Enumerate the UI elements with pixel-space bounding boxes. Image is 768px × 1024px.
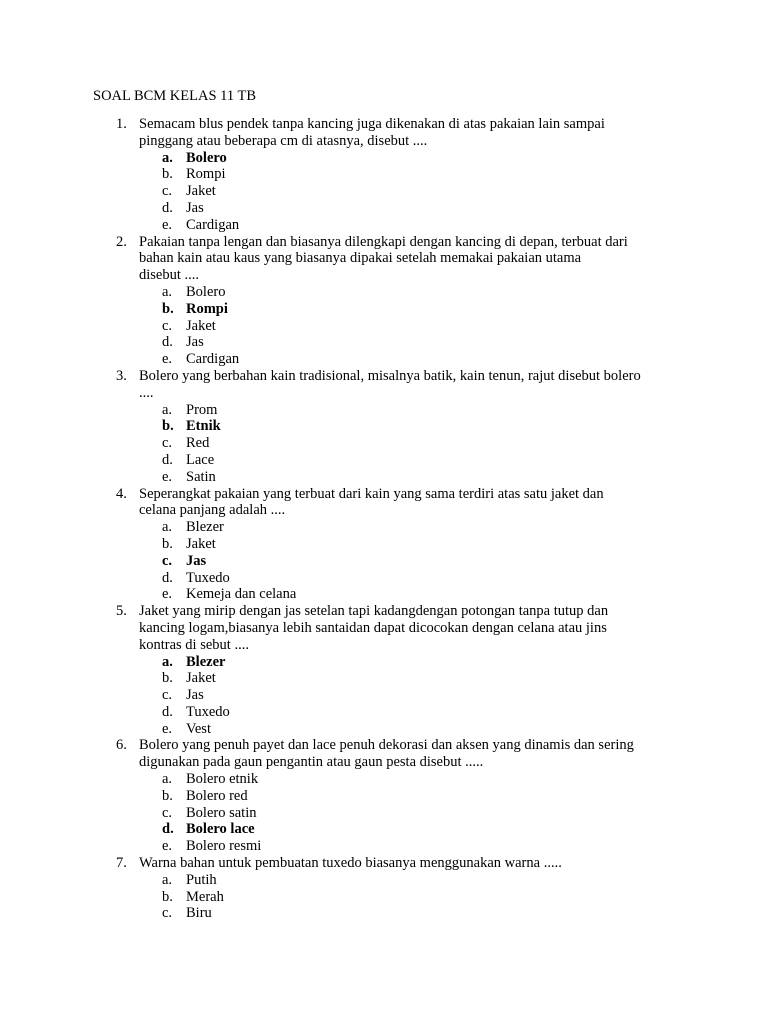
answer-option xyxy=(0,905,768,922)
answer-option xyxy=(0,805,768,822)
answer-option xyxy=(0,872,768,889)
question-list xyxy=(0,116,768,922)
option-text: Cardigan xyxy=(186,216,240,233)
question-item xyxy=(0,603,768,737)
option-letter: d. xyxy=(162,334,173,351)
question-item xyxy=(0,234,768,368)
answer-option xyxy=(0,838,768,855)
answer-option xyxy=(0,351,768,368)
answer-option xyxy=(0,469,768,486)
option-text: Merah xyxy=(186,888,224,905)
question-text-line: Bolero yang penuh payet dan lace penuh dekorasi dan aksen yang dinamis dan sering xyxy=(139,737,634,754)
option-text: Jas xyxy=(186,334,204,351)
option-letter: a. xyxy=(162,519,173,536)
option-letter: a. xyxy=(162,149,173,166)
option-letter: e. xyxy=(162,838,173,855)
option-text: Jaket xyxy=(186,535,216,552)
option-text: Biru xyxy=(186,905,212,922)
option-letter: c. xyxy=(162,905,173,922)
answer-options xyxy=(0,284,768,368)
answer-option xyxy=(0,318,768,335)
option-text: Rompi xyxy=(186,300,228,317)
option-text: Jaket xyxy=(186,183,216,200)
answer-option xyxy=(0,788,768,805)
option-text: Tuxedo xyxy=(186,569,230,586)
option-letter: e. xyxy=(162,468,173,485)
option-letter: c. xyxy=(162,435,173,452)
answer-option xyxy=(0,200,768,217)
question-text-line: Seperangkat pakaian yang terbuat dari kain yang sama terdiri atas satu jaket dan xyxy=(139,485,604,502)
option-text: Jas xyxy=(186,552,207,569)
option-text: Blezer xyxy=(186,653,226,670)
page-title: SOAL BCM KELAS 11 TB xyxy=(93,88,257,104)
option-text: Jas xyxy=(186,687,204,704)
answer-options xyxy=(0,654,768,738)
answer-option xyxy=(0,586,768,603)
question-text xyxy=(139,603,684,653)
question-text-line: .... xyxy=(139,384,154,401)
option-text: Prom xyxy=(186,401,218,418)
answer-option xyxy=(0,166,768,183)
question-item xyxy=(0,855,768,922)
option-letter: b. xyxy=(162,888,173,905)
option-letter: a. xyxy=(162,871,173,888)
option-text: Vest xyxy=(186,720,211,737)
option-letter: a. xyxy=(162,771,173,788)
option-letter: d. xyxy=(162,451,173,468)
option-letter: c. xyxy=(162,183,173,200)
option-letter: e. xyxy=(162,351,173,368)
question-text xyxy=(139,737,684,771)
question-text-line: digunakan pada gaun pengantin atau gaun pesta disebut ..... xyxy=(139,754,484,771)
answer-option xyxy=(0,536,768,553)
answer-option xyxy=(0,435,768,452)
option-text: Jas xyxy=(186,199,204,216)
answer-option xyxy=(0,284,768,301)
answer-option xyxy=(0,570,768,587)
option-letter: b. xyxy=(162,418,174,435)
question-item xyxy=(0,737,768,855)
answer-option xyxy=(0,452,768,469)
question-item xyxy=(0,116,768,234)
option-letter: d. xyxy=(162,821,174,838)
option-letter: d. xyxy=(162,703,173,720)
question-number: 2. xyxy=(116,233,127,250)
answer-option xyxy=(0,889,768,906)
option-text: Kemeja dan celana xyxy=(186,586,297,603)
option-text: Cardigan xyxy=(186,351,240,368)
answer-options xyxy=(0,872,768,922)
option-text: Red xyxy=(186,435,210,452)
option-letter: b. xyxy=(162,166,173,183)
option-letter: b. xyxy=(162,300,174,317)
question-text-line: pinggang atau beberapa cm di atasnya, disebut .... xyxy=(139,132,428,149)
answer-option-correct xyxy=(0,150,768,167)
answer-option xyxy=(0,721,768,738)
question-text-line: Pakaian tanpa lengan dan biasanya dilengkapi dengan kancing di depan, terbuat dari xyxy=(139,233,628,250)
answer-option-correct xyxy=(0,654,768,671)
answer-option-correct xyxy=(0,553,768,570)
option-text: Putih xyxy=(186,871,217,888)
question-text-line: Warna bahan untuk pembuatan tuxedo biasanya menggunakan warna ..... xyxy=(139,855,562,872)
question-text-line: kontras di sebut .... xyxy=(139,636,249,653)
answer-options xyxy=(0,771,768,855)
answer-option xyxy=(0,334,768,351)
question-number: 5. xyxy=(116,603,127,620)
option-letter: b. xyxy=(162,787,173,804)
question-text-line: bahan kain atau kaus yang biasanya dipakai setelah memakai pakaian utama xyxy=(139,250,582,267)
answer-option-correct xyxy=(0,821,768,838)
question-text-line: kancing logam,biasanya lebih santaidan dapat dicocokan dengan celana atau jins xyxy=(139,619,607,636)
question-text xyxy=(139,368,684,402)
option-letter: d. xyxy=(162,569,173,586)
option-letter: c. xyxy=(162,804,173,821)
answer-options xyxy=(0,519,768,603)
answer-option xyxy=(0,519,768,536)
option-text: Etnik xyxy=(186,418,221,435)
answer-option xyxy=(0,670,768,687)
question-text-line: Semacam blus pendek tanpa kancing juga dikenakan di atas pakaian lain sampai xyxy=(139,116,605,132)
option-letter: e. xyxy=(162,216,173,233)
option-text: Bolero etnik xyxy=(186,771,259,788)
question-number: 7. xyxy=(116,855,127,872)
answer-option-correct xyxy=(0,418,768,435)
question-item xyxy=(0,486,768,604)
question-text-line: Bolero yang berbahan kain tradisional, misalnya batik, kain tenun, rajut disebut bolero xyxy=(139,367,641,384)
option-letter: c. xyxy=(162,317,173,334)
option-text: Lace xyxy=(186,451,215,468)
answer-option xyxy=(0,217,768,234)
answer-options xyxy=(0,150,768,234)
option-text: Bolero lace xyxy=(186,821,255,838)
question-item xyxy=(0,368,768,486)
answer-option xyxy=(0,183,768,200)
question-number: 6. xyxy=(116,737,127,754)
option-text: Bolero satin xyxy=(186,804,257,821)
option-letter: c. xyxy=(162,687,173,704)
option-letter: b. xyxy=(162,670,173,687)
answer-option xyxy=(0,704,768,721)
question-number: 3. xyxy=(116,367,127,384)
option-letter: c. xyxy=(162,552,173,569)
option-letter: d. xyxy=(162,199,173,216)
question-text-line: Jaket yang mirip dengan jas setelan tapi kadangdengan potongan tanpa tutup dan xyxy=(139,603,609,620)
answer-option xyxy=(0,771,768,788)
option-letter: a. xyxy=(162,401,173,418)
option-text: Bolero red xyxy=(186,787,248,804)
option-letter: e. xyxy=(162,720,173,737)
question-text xyxy=(139,234,684,284)
option-text: Rompi xyxy=(186,166,226,183)
option-text: Jaket xyxy=(186,670,216,687)
question-text xyxy=(139,116,684,150)
question-number: 1. xyxy=(116,116,127,132)
option-letter: b. xyxy=(162,535,173,552)
option-letter: e. xyxy=(162,586,173,603)
answer-option-correct xyxy=(0,301,768,318)
option-letter: a. xyxy=(162,283,173,300)
question-text-line: celana panjang adalah .... xyxy=(139,502,286,519)
question-text-line: disebut .... xyxy=(139,267,200,284)
option-text: Bolero xyxy=(186,149,227,166)
question-text xyxy=(139,855,684,872)
option-letter: a. xyxy=(162,653,173,670)
option-text: Bolero xyxy=(186,283,226,300)
option-text: Blezer xyxy=(186,519,224,536)
answer-option xyxy=(0,402,768,419)
question-text xyxy=(139,486,684,520)
option-text: Satin xyxy=(186,468,216,485)
answer-option xyxy=(0,687,768,704)
answer-options xyxy=(0,402,768,486)
option-text: Jaket xyxy=(186,317,216,334)
question-number: 4. xyxy=(116,485,127,502)
option-text: Tuxedo xyxy=(186,703,230,720)
option-text: Bolero resmi xyxy=(186,838,262,855)
